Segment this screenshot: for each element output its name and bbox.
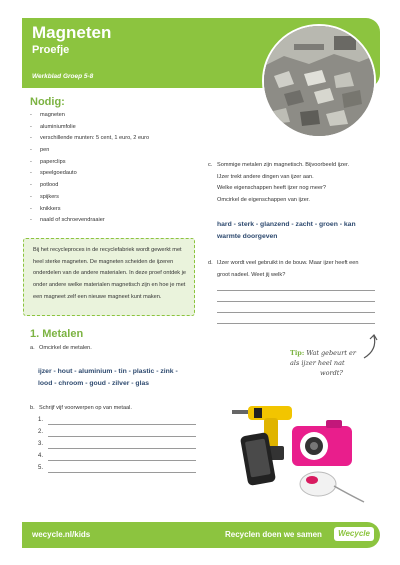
- answer-number: 4.: [38, 453, 44, 459]
- materials-list: [30, 110, 149, 227]
- tip-text: wordt?: [320, 369, 343, 377]
- scrap-metal-illustration: [264, 26, 374, 136]
- list-item: - aluminiumfolie: [30, 123, 76, 130]
- question-text: Welke eigenschappen heeft ijzer nog meer?: [217, 185, 327, 191]
- question-b: [30, 403, 132, 415]
- answer-number: 3.: [38, 441, 44, 447]
- word-line: lood - chroom - goud - zilver - glas: [38, 380, 150, 387]
- page-subtitle: Proefje: [32, 44, 70, 56]
- list-item: - paperclips: [30, 158, 66, 165]
- question-label: c.: [208, 162, 213, 168]
- list-item: - spijkers: [30, 193, 59, 200]
- question-text: Omcirkel de eigenschappen van ijzer.: [217, 196, 310, 203]
- nodig-heading: Nodig:: [30, 96, 65, 108]
- intro-infobox: [23, 238, 195, 316]
- word-line: hard - sterk - glanzend - zacht - groen - kan: [217, 221, 356, 228]
- answer-line[interactable]: [48, 448, 196, 449]
- question-text: groot nadeel. Weet jij welk?: [217, 271, 286, 278]
- list-item: - pen: [30, 147, 50, 154]
- question-label: b.: [30, 405, 35, 411]
- footer-slogan: Recyclen doen we samen: [225, 530, 322, 539]
- question-text: IJzer wordt veel gebruikt in de bouw. Maar ijzer heeft een: [217, 260, 359, 266]
- worksheet-meta: Werkblad Groep 5-8: [32, 73, 94, 80]
- list-item: - magneten: [30, 112, 65, 118]
- metal-words: [38, 366, 178, 390]
- word-line: warmte doorgeven: [217, 233, 278, 240]
- answer-line[interactable]: [48, 436, 196, 437]
- tip-text: Wat gebeurt er: [306, 349, 356, 357]
- intro-text: Bij het recycleproces in de recyclefabriek wordt gewerkt met heel sterke magneten. De magneten scheiden de ijzeren onderdelen van de andere materialen. In deze proef ontdek je onder andere welke materialen magnetisch zijn en hoe je met een magneet zelf een nieuwe magneet kunt maken.: [33, 247, 187, 300]
- word-line: ijzer - hout - aluminium - tin - plastic - zink -: [38, 368, 178, 375]
- question-text: Sommige metalen zijn magnetisch. Bijvoorbeeld ijzer.: [217, 162, 350, 168]
- answer-line[interactable]: [217, 301, 375, 302]
- answer-number: 1.: [38, 417, 44, 423]
- answer-line[interactable]: [217, 312, 375, 313]
- page-title: Magneten: [32, 23, 112, 42]
- footer-url-link[interactable]: wecycle.nl/kids: [32, 530, 91, 539]
- question-label: a.: [30, 345, 35, 351]
- list-item: - knikkers: [30, 205, 61, 212]
- question-d: [208, 258, 358, 281]
- question-a: [30, 343, 92, 355]
- question-label: d.: [208, 260, 213, 266]
- section-heading-metalen: 1. Metalen: [30, 328, 84, 340]
- list-item: - verschillende munten: 5 cent, 1 euro, 2 euro: [30, 135, 150, 142]
- tip-label: Tip:: [290, 349, 305, 357]
- computer-mouse-icon: [300, 472, 364, 502]
- camera-icon: [292, 420, 352, 466]
- curved-arrow-icon: [360, 332, 382, 360]
- wecycle-logo: Wecycle: [334, 527, 374, 541]
- answer-number: 2.: [38, 429, 44, 435]
- answer-line[interactable]: [48, 424, 196, 425]
- answer-line[interactable]: [48, 460, 196, 461]
- answer-line[interactable]: [217, 290, 375, 291]
- scrap-metal-photo: [262, 24, 376, 138]
- electronics-illustration: [230, 398, 370, 510]
- question-c: [208, 160, 349, 206]
- answer-line[interactable]: [48, 472, 196, 473]
- list-item: - naald of schroevendraaier: [30, 217, 105, 224]
- list-item: - potlood: [30, 182, 59, 189]
- iron-property-words: [217, 219, 356, 243]
- tip-text: als ijzer heel nat: [290, 359, 345, 367]
- question-text: IJzer trekt andere dingen van ijzer aan.: [217, 173, 314, 180]
- list-item: - speelgoedauto: [30, 170, 77, 177]
- answer-number: 5.: [38, 465, 44, 471]
- answer-line[interactable]: [217, 323, 375, 324]
- footer-banner: [22, 522, 380, 548]
- question-text: Schrijf vijf voorwerpen op van metaal.: [39, 405, 132, 411]
- question-text: Omcirkel de metalen.: [39, 345, 92, 351]
